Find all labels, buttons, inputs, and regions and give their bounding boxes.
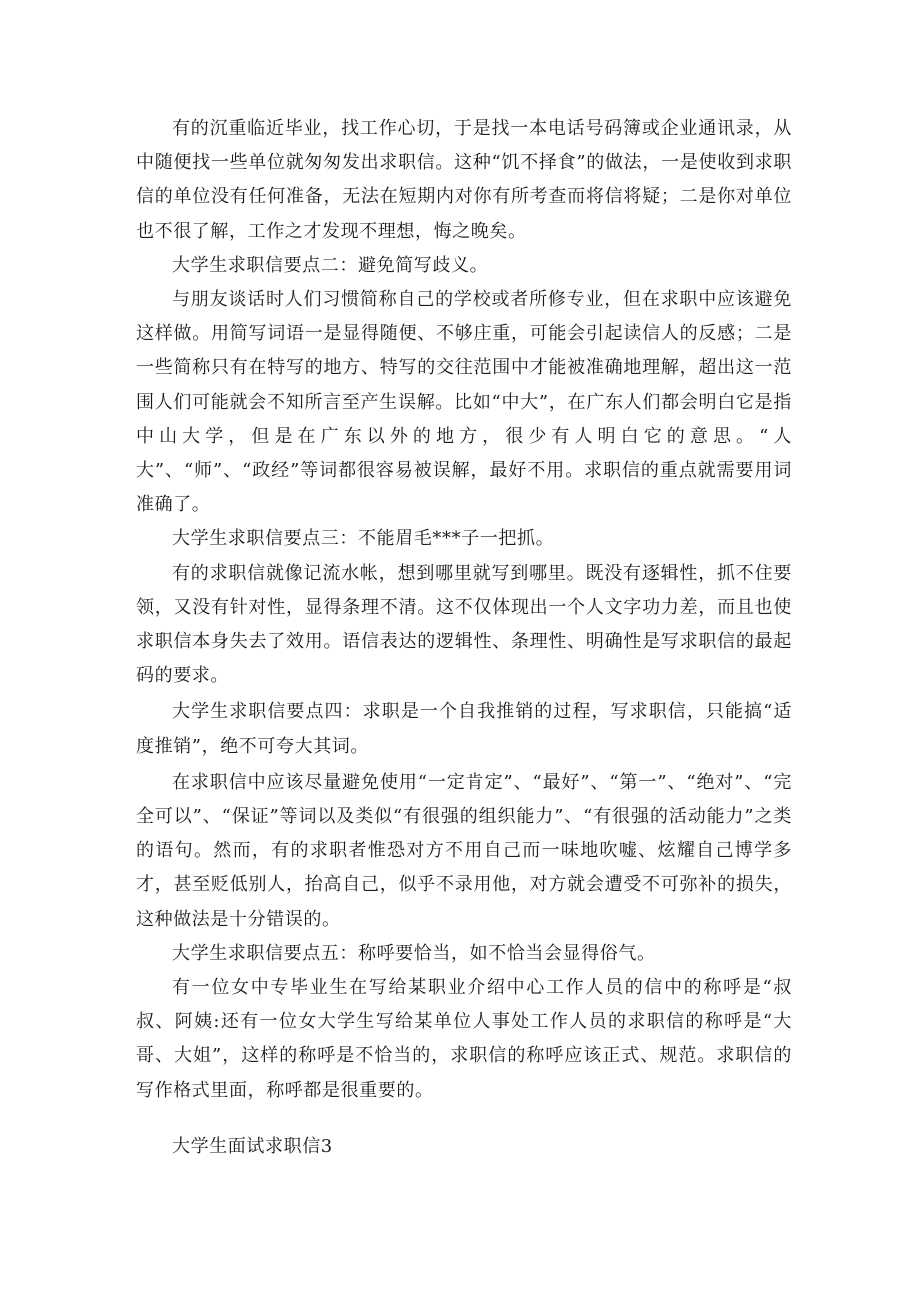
paragraph-salutation: 有一位女中专毕业生在写给某职业介绍中心工作人员的信中的称呼是“叔叔、阿姨:还有一位女大学生写给某单位人事处工作人员的求职信的称呼是“大哥、大姐”，这样的称呼是不恰当的，求职信的称呼应该正式、规范。求职信的写作格式里面，称呼都是很重要的。 <box>136 977 792 1101</box>
point-five-heading: 大学生求职信要点五：称呼要恰当，如不恰当会显得俗气。 <box>172 942 656 964</box>
paragraph-haste: 有的沉重临近毕业，找工作心切，于是找一本电话号码簿或企业通讯录，从中随便找一些单位就匆匆发出求职信。这种“饥不择食”的做法，一是使收到求职信的单位没有任何准备，无法在短期内对你有所考查而将信将疑；二是你对单位也不很了解，工作之才发现不理想，悔之晚矣。 <box>136 118 792 242</box>
paragraph-exaggeration: 在求职信中应该尽量避免使用“一定肯定”、“最好”、“第一”、“绝对”、“完全可以”、“保证”等词以及类似“有很强的组织能力”、“有很强的活动能力”之类的语句。然而，有的求职者惟恐对方不用自己而一味地吹嘘、炫耀自己博学多才，甚至贬低别人，抬高自己，似乎不录用他，对方就会遭受不可弥补的损失，这种做法是十分错误的。 <box>136 771 792 930</box>
section-title: 大学生面试求职信3 <box>172 1136 333 1157</box>
point-two-heading: 大学生求职信要点二：避免简写歧义。 <box>172 254 489 276</box>
paragraph-abbreviation: 与朋友谈话时人们习惯简称自己的学校或者所修专业，但在求职中应该避免这样做。用简写词语一是显得随便、不够庄重，可能会引起读信人的反感；二是一些简称只有在特写的地方、特写的交往范围中才能被准确地理解，超出这一范围人们可能就会不知所言至产生误解。比如“中大”，在广东人们都会明白它是指中山大学，但是在广东以外的地方，很少有人明白它的意思。“人大”、“师”、“政经”等词都很容易被误解，最好不用。求职信的重点就需要用词准确了。 <box>136 289 792 516</box>
document-body <box>136 112 792 1108</box>
point-three-heading: 大学生求职信要点三：不能眉毛***子一把抓。 <box>172 528 555 550</box>
point-four-heading: 大学生求职信要点四：求职是一个自我推销的过程，写求职信，只能搞“适度推销”，绝不可夸大其词。 <box>136 701 792 757</box>
paragraph-logic: 有的求职信就像记流水帐，想到哪里就写到哪里。既没有逐辑性，抓不住要领，又没有针对性，显得条理不清。这不仅体现出一个人文字功力差，而且也使求职信本身失去了效用。语信表达的逻辑性、条理性、明确性是写求职信的最起码的要求。 <box>136 562 792 687</box>
